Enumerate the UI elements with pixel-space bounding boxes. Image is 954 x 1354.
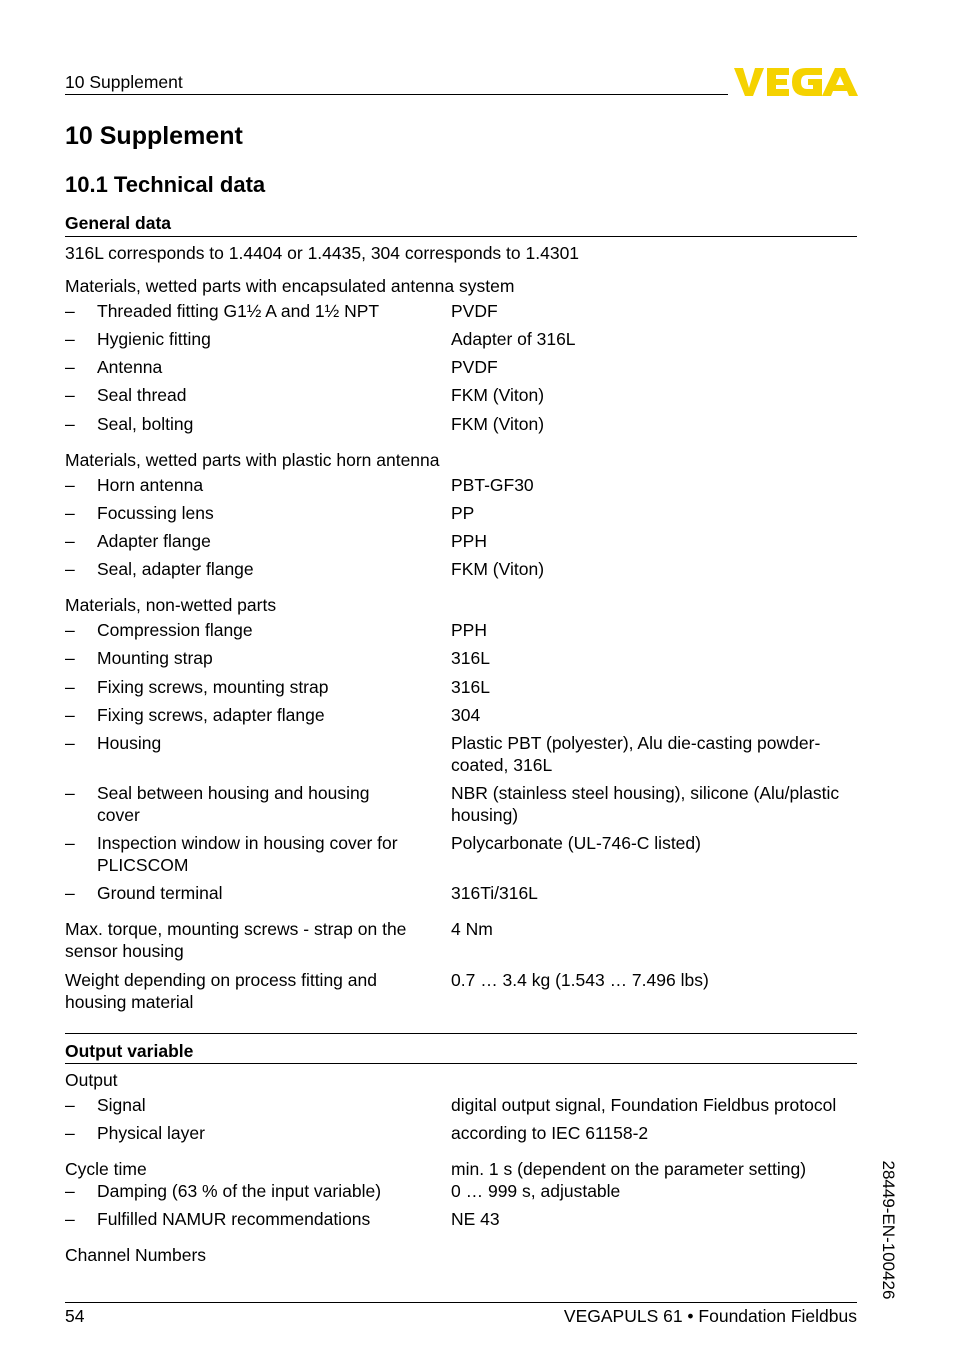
weight-label: Weight depending on process fitting and housing material <box>65 970 377 1012</box>
spec-label: Damping (63 % of the input variable) <box>97 1181 382 1201</box>
spec-label: Fixing screws, adapter flange <box>97 705 325 725</box>
chapter-title: 10 Supplement <box>65 122 243 150</box>
torque-value: 4 Nm <box>451 919 493 939</box>
header-rule <box>65 94 728 95</box>
spec-label: Ground terminal <box>97 883 223 903</box>
footer-rule <box>65 1302 857 1303</box>
output-variable-heading: Output variable <box>65 1041 194 1061</box>
output-top-rule <box>65 1033 857 1034</box>
spec-label: Inspection window in housing cover for PLICSCOM <box>97 833 398 875</box>
bullet-dash: – <box>65 883 75 903</box>
spec-label: Seal, bolting <box>97 414 194 434</box>
group-title-horn: Materials, wetted parts with plastic horn antenna <box>65 450 440 470</box>
spec-value: PPH <box>451 531 487 551</box>
spec-value: according to IEC 61158-2 <box>451 1123 649 1143</box>
bullet-dash: – <box>65 503 75 523</box>
bullet-dash: – <box>65 1181 75 1201</box>
bullet-dash: – <box>65 705 75 725</box>
bullet-dash: – <box>65 357 75 377</box>
bullet-dash: – <box>65 1123 75 1143</box>
spec-value: PPH <box>451 620 487 640</box>
spec-label: Mounting strap <box>97 648 213 668</box>
spec-value: Polycarbonate (UL-746-C listed) <box>451 833 701 853</box>
spec-label: Fulfilled NAMUR recommendations <box>97 1209 371 1229</box>
bullet-dash: – <box>65 833 75 853</box>
general-data-rule <box>65 236 857 237</box>
spec-label: Seal between housing and housing cover <box>97 783 370 825</box>
spec-label: Physical layer <box>97 1123 205 1143</box>
spec-value: PVDF <box>451 301 498 321</box>
spec-value: Plastic PBT (polyester), Alu die-casting powder-coated, 316L <box>451 733 821 775</box>
spec-label: Threaded fitting G1½ A and 1½ NPT <box>97 301 380 321</box>
spec-label: Focussing lens <box>97 503 214 523</box>
spec-label: Seal, adapter flange <box>97 559 254 579</box>
section-title: 10.1 Technical data <box>65 172 266 197</box>
cycle-time-value: min. 1 s (dependent on the parameter setting) <box>451 1159 807 1179</box>
spec-label: Housing <box>97 733 162 753</box>
bullet-dash: – <box>65 783 75 803</box>
document-code: 28449-EN-100426 <box>879 1160 898 1300</box>
spec-value: FKM (Viton) <box>451 414 545 434</box>
footer-title: VEGAPULS 61 • Foundation Fieldbus <box>563 1306 857 1326</box>
spec-label: Signal <box>97 1095 146 1115</box>
spec-value: 316L <box>451 648 490 668</box>
vega-logo <box>734 66 858 98</box>
bullet-dash: – <box>65 677 75 697</box>
general-data-heading: General data <box>65 213 172 233</box>
spec-label: Adapter flange <box>97 531 211 551</box>
spec-label: Hygienic fitting <box>97 329 211 349</box>
bullet-dash: – <box>65 475 75 495</box>
bullet-dash: – <box>65 301 75 321</box>
cycle-time-label: Cycle time <box>65 1159 147 1179</box>
spec-value: 316Ti/316L <box>451 883 538 903</box>
spec-label: Horn antenna <box>97 475 204 495</box>
running-header: 10 Supplement <box>65 72 183 92</box>
spec-value: 304 <box>451 705 481 725</box>
spec-value: digital output signal, Foundation Fieldbus protocol <box>451 1095 837 1115</box>
material-note: 316L corresponds to 1.4404 or 1.4435, 304 corresponds to 1.4301 <box>65 243 580 263</box>
spec-value: PBT-GF30 <box>451 475 534 495</box>
bullet-dash: – <box>65 531 75 551</box>
spec-label: Seal thread <box>97 385 187 405</box>
torque-label: Max. torque, mounting screws - strap on the sensor housing <box>65 919 407 961</box>
spec-value: 316L <box>451 677 490 697</box>
spec-label: Fixing screws, mounting strap <box>97 677 329 697</box>
output-heading-rule <box>65 1063 857 1064</box>
bullet-dash: – <box>65 329 75 349</box>
output-title: Output <box>65 1070 118 1090</box>
bullet-dash: – <box>65 385 75 405</box>
spec-value: FKM (Viton) <box>451 559 545 579</box>
page-number: 54 <box>65 1306 85 1326</box>
group-title-encapsulated: Materials, wetted parts with encapsulated antenna system <box>65 276 515 296</box>
group-title-non-wetted: Materials, non-wetted parts <box>65 595 277 615</box>
bullet-dash: – <box>65 620 75 640</box>
spec-value: NBR (stainless steel housing), silicone (Alu/plastic housing) <box>451 783 840 825</box>
spec-value: PP <box>451 503 475 523</box>
spec-label: Antenna <box>97 357 163 377</box>
spec-value: Adapter of 316L <box>451 329 576 349</box>
spec-value: FKM (Viton) <box>451 385 545 405</box>
spec-label: Compression flange <box>97 620 253 640</box>
channel-numbers-label: Channel Numbers <box>65 1245 207 1265</box>
bullet-dash: – <box>65 559 75 579</box>
spec-value: PVDF <box>451 357 498 377</box>
bullet-dash: – <box>65 733 75 753</box>
bullet-dash: – <box>65 1095 75 1115</box>
bullet-dash: – <box>65 414 75 434</box>
spec-value: NE 43 <box>451 1209 500 1229</box>
weight-value: 0.7 … 3.4 kg (1.543 … 7.496 lbs) <box>451 970 709 990</box>
spec-value: 0 … 999 s, adjustable <box>451 1181 621 1201</box>
bullet-dash: – <box>65 1209 75 1229</box>
bullet-dash: – <box>65 648 75 668</box>
